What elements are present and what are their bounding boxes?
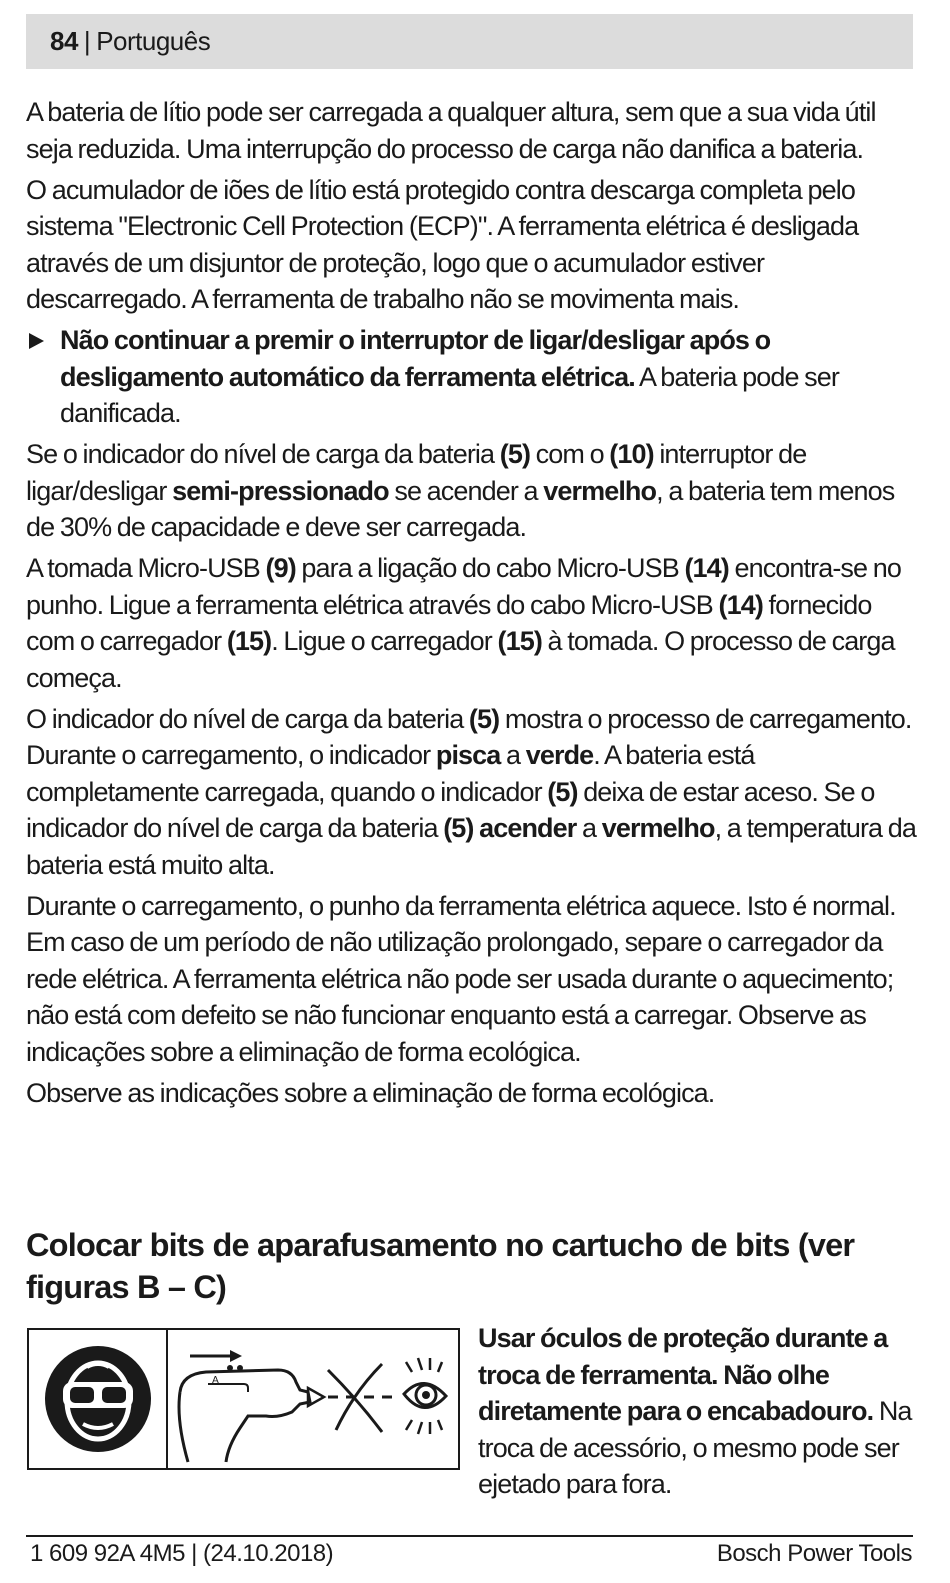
footer-brand: Bosch Power Tools — [716, 1540, 912, 1567]
bullet-triangle-icon — [29, 333, 44, 349]
safety-bullet — [26, 322, 918, 432]
page-number: 84 — [50, 26, 78, 56]
paragraph-charging-anytime: A bateria de lítio pode ser carregada a qualquer altura, sem que a sua vida útil seja reduzida. Uma interrupção do processo de carga não danifica a bateria. — [26, 97, 876, 164]
safety-bullet-text: A bateria pode ser danificada. — [60, 361, 839, 428]
page-language: Português — [96, 26, 211, 56]
footer-document-id: 1 609 92A 4M5 | (24.10.2018) — [30, 1540, 334, 1567]
paragraph-disposal-note: Observe as indicações sobre a eliminação de forma ecológica. — [26, 1077, 715, 1108]
paragraph-charge-indicator: Se o indicador do nível de carga da bateria (5) com o (10) interruptor de ligar/desligar semi-pressionado se acender a vermelho, a bateria tem menos de 30% de capacidade e deve ser carregada. — [26, 439, 895, 542]
safety-figure — [27, 1328, 460, 1470]
header-separator: | — [83, 26, 91, 56]
section-title: Colocar bits de aparafusamento no cartucho de bits (ver figuras B – C) — [26, 1227, 855, 1305]
safety-warning-text: Na troca de acessório, o mesmo pode ser ejetado para fora. — [478, 1396, 912, 1499]
page-header — [26, 14, 913, 69]
paragraph-charging-process: O indicador do nível de carga da bateria (5) mostra o processo de carregamento. Durante o carregamento, o indicador pisca a verde. A bateria está completamente carregada, quando o indicador (5) deixa de estar aceso. Se o indicador do nível de carga da bateria (5) acender a vermelho, a temperatura da bateria está muito alta. — [26, 703, 917, 880]
paragraph-ecp-protection: O acumulador de iões de lítio está protegido contra descarga completa pelo sistema "Electronic Cell Protection (ECP)". A ferramenta elétrica é desligada através de um disjuntor de proteção, logo que o acumulador estiver descarregado. A ferramenta de trabalho não se movimenta mais. — [26, 174, 859, 314]
drill-ejection-warning-icon — [168, 1330, 458, 1468]
safety-warning — [478, 1320, 918, 1503]
paragraph-micro-usb: A tomada Micro-USB (9) para a ligação do cabo Micro-USB (14) encontra-se no punho. Ligue a ferramenta elétrica através do cabo Micro-USB (14) fornecido com o carregador (15). Ligue o carregador (15) à tomada. O processo de carga começa. — [26, 553, 901, 693]
safety-warning-bold: Usar óculos de proteção durante a troca de ferramenta. Não olhe diretamente para o encabadouro. — [478, 1323, 888, 1426]
safety-goggles-icon — [29, 1330, 168, 1468]
svg-text:A: A — [212, 1375, 219, 1386]
paragraph-handle-heat: Durante o carregamento, o punho da ferramenta elétrica aquece. Isto é normal. Em caso de um período de não utilização prolongado, separe o carregador da rede elétrica. A ferramenta elétrica não pode ser usada durante o aquecimento; não está com defeito se não funcionar enquanto está a carregar. Observe as indicações sobre a eliminação de forma ecológica. — [26, 890, 896, 1067]
body-text — [26, 94, 918, 1116]
footer-divider — [26, 1535, 913, 1537]
safety-bullet-bold: Não continuar a premir o interruptor de ligar/desligar após o desligamento automático da ferramenta elétrica. — [60, 325, 771, 392]
